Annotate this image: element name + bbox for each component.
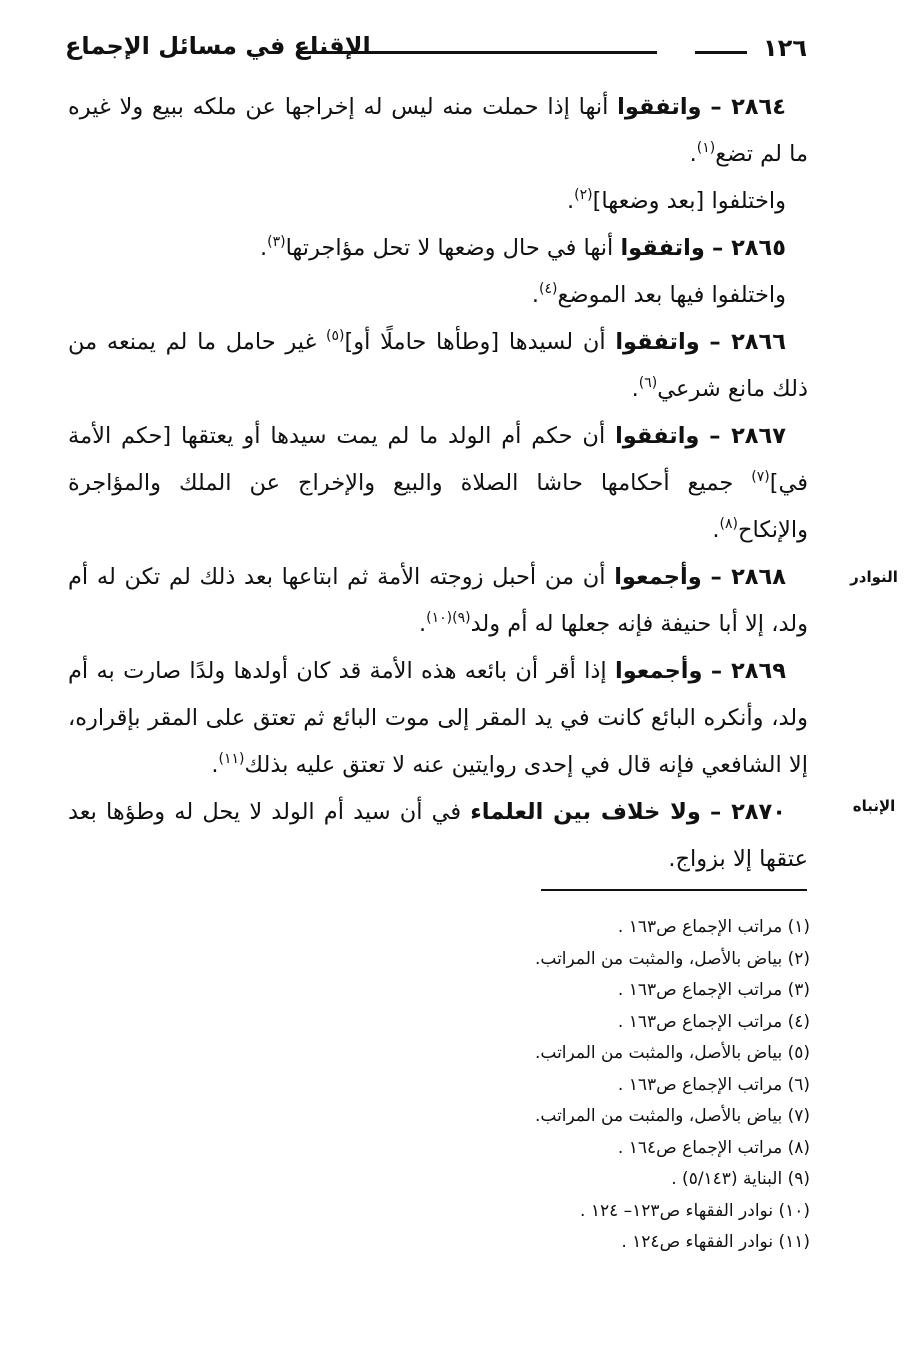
footnote-ref: (٩)(١٠) [426, 610, 471, 626]
footnote-ref: (٢) [574, 187, 593, 203]
footnote-5: (٥) بياض بالأصل، والمثبت من المراتب. [534, 1043, 810, 1063]
issue-text-continued: غير حامل ما لم يمنعه من ذلك مانع شرعي [68, 329, 808, 402]
footnote-separator [541, 889, 807, 891]
issue-number: ٢٨٧٠ – [709, 799, 786, 825]
paragraph-2866 [68, 319, 808, 413]
issue-text: أن لسيدها [وطأها حاملًا أو] [344, 329, 616, 355]
period: . [668, 846, 676, 872]
main-text [68, 84, 808, 883]
footnote-11: (١١) نوادر الفقهاء ص١٢٤ . [621, 1232, 810, 1252]
footnote-10: (١٠) نوادر الفقهاء ص١٢٣– ١٢٤ . [580, 1200, 810, 1221]
issue-text: إذا أقر أن بائعه هذه الأمة قد كان أولدها ولدًا صارت به أم ولد، وأنكره البائع كانت في يد المقر إلى موت البائع ثم تعتق على المقر بإقراره، إلا الشافعي فإنه قال في إحدى روايتين عنه لا تعتق عليه بذلك [68, 658, 808, 778]
issue-number: ٢٨٦٧ – [709, 423, 786, 449]
issue-lead: وأجمعوا [614, 658, 703, 684]
running-header [65, 30, 807, 74]
paragraph-2867 [68, 413, 808, 554]
footnote-ref: (٥) [326, 328, 345, 344]
paragraph-2865-disagreement [68, 272, 808, 319]
footnote-ref: (٨) [719, 516, 738, 532]
issue-lead: وأجمعوا [614, 564, 702, 590]
footnote-4: (٤) مراتب الإجماع ص١٦٣ . [617, 1011, 810, 1032]
issue-text: أنها إذا حملت منه ليس له إخراجها عن ملكه ببيع ولا غيره ما لم تضع [68, 94, 808, 167]
issue-number: ٢٨٦٩ – [710, 658, 786, 684]
issue-lead: واتفقوا [620, 235, 705, 261]
period: . [689, 141, 697, 167]
paragraph-2865 [68, 225, 808, 272]
footnote-3: (٣) مراتب الإجماع ص١٦٣ . [617, 980, 810, 1000]
footnote-6: (٦) مراتب الإجماع ص١٦٣ . [617, 1074, 810, 1095]
paragraph-2864 [68, 84, 808, 178]
issue-lead: ولا خلاف بين العلماء [470, 799, 701, 825]
period: . [211, 752, 219, 778]
issue-lead: واتفقوا [617, 94, 702, 120]
footnote-2: (٢) بياض بالأصل، والمثبت من المراتب. [534, 948, 810, 969]
period: . [567, 188, 575, 214]
footnote-ref: (٣) [267, 234, 286, 250]
period: . [631, 376, 639, 402]
paragraph-2868 [68, 554, 808, 648]
period: . [712, 517, 720, 543]
issue-text: أنها في حال وضعها لا تحل مؤاجرتها [285, 235, 621, 261]
issue-text: واختلفوا فيها بعد الموضع [557, 282, 786, 308]
footnotes [310, 912, 810, 1259]
issue-lead: واتفقوا [615, 423, 700, 449]
footnote-ref: (٤) [539, 281, 558, 297]
issue-text: واختلفوا [بعد وضعها] [592, 188, 786, 214]
footnote-7: (٧) بياض بالأصل، والمثبت من المراتب. [534, 1106, 810, 1126]
issue-text-continued: جميع أحكامها حاشا الصلاة والبيع والإخراج عن الملك والمؤاجرة والإنكاح [68, 470, 808, 543]
footnote-ref: (٧) [751, 469, 770, 485]
book-title: الإقناع في مسائل الإجماع [65, 32, 371, 60]
period: . [418, 611, 427, 637]
issue-lead: واتفقوا [615, 329, 700, 355]
footnote-8: (٨) مراتب الإجماع ص١٦٤ . [617, 1137, 810, 1158]
page-number: ١٢٦ [763, 34, 807, 62]
paragraph-2869 [68, 648, 808, 789]
issue-text: أن من أحبل زوجته الأمة ثم ابتاعها بعد ذلك لم تكن له أم ولد، إلا أبا حنيفة فإنه جعلها له أم ولد [68, 564, 808, 637]
footnote-1: (١) مراتب الإجماع ص١٦٣ . [617, 917, 810, 937]
issue-number: ٢٨٦٦ – [709, 329, 787, 355]
footnote-ref: (١١) [218, 751, 245, 767]
period: . [531, 282, 540, 308]
paragraph-2870 [68, 789, 808, 883]
issue-number: ٢٨٦٨ – [710, 564, 786, 590]
paragraph-2864-disagreement [68, 178, 808, 225]
issue-number: ٢٨٦٥ – [711, 235, 786, 261]
footnote-ref: (١) [696, 140, 716, 156]
footnote-9: (٩) البناية (٥/١٤٣) . [671, 1169, 810, 1189]
header-rule-short [695, 51, 747, 54]
footnote-ref: (٦) [638, 375, 658, 391]
issue-number: ٢٨٦٤ – [710, 94, 786, 120]
margin-label-inbah: الإنباه [852, 797, 896, 815]
period: . [259, 235, 268, 261]
issue-text: في أن سيد أم الولد لا يحل له وطؤها بعد عتقها إلا بزواج [68, 799, 808, 872]
margin-label-nawadir: النوادر [850, 568, 898, 586]
issue-text: أن حكم أم الولد ما لم يمت سيدها أو يعتقها [حكم الأمة في] [68, 423, 808, 496]
